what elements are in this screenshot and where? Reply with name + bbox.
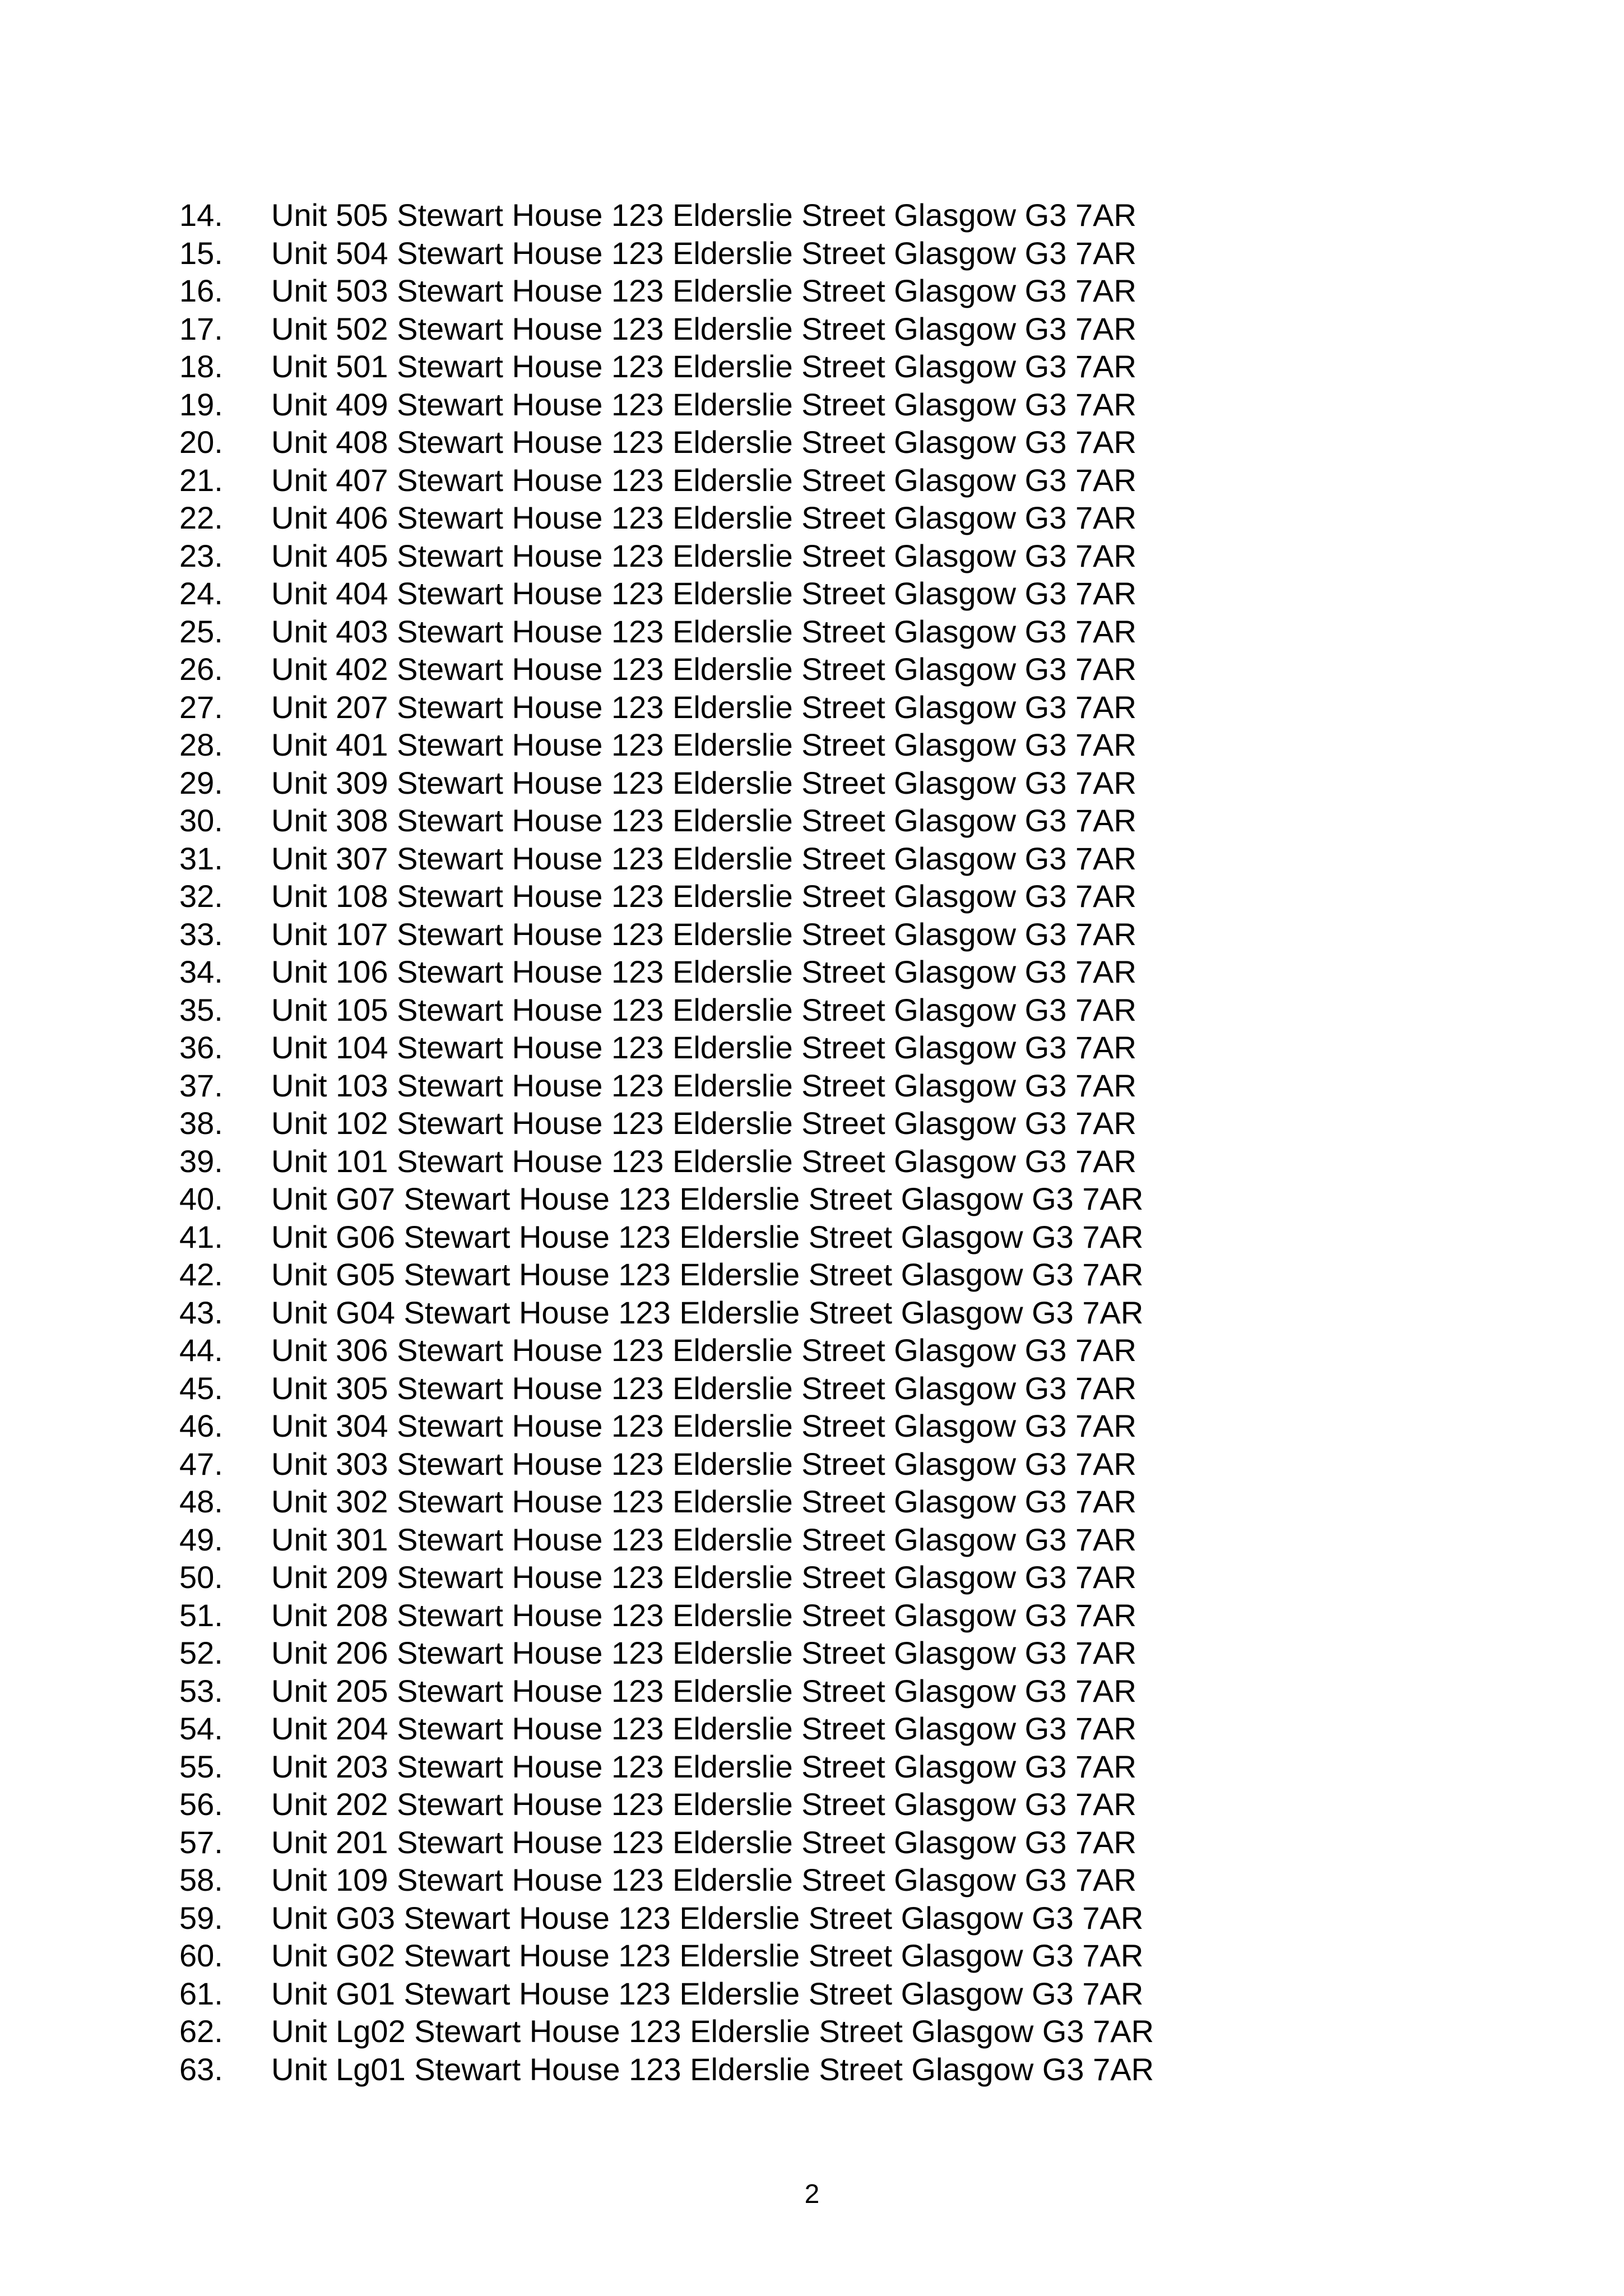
- list-item-number: 43.: [179, 1294, 223, 1330]
- list-item: [179, 802, 1154, 840]
- list-item: [179, 386, 1154, 424]
- list-item-number: 41.: [179, 1219, 223, 1255]
- address-list: [179, 196, 1154, 2088]
- list-item-address: Unit 409 Stewart House 123 Elderslie Street Glasgow G3 7AR: [271, 386, 1136, 422]
- list-item-number: 15.: [179, 235, 223, 271]
- list-item: [179, 1445, 1154, 1483]
- list-item: [179, 1369, 1154, 1408]
- list-item-number: 37.: [179, 1067, 223, 1103]
- list-item: [179, 1634, 1154, 1672]
- list-item-address: Unit 106 Stewart House 123 Elderslie Street Glasgow G3 7AR: [271, 954, 1136, 989]
- list-item-address: Unit 207 Stewart House 123 Elderslie Street Glasgow G3 7AR: [271, 689, 1136, 725]
- list-item: [179, 196, 1154, 234]
- list-item-address: Unit 303 Stewart House 123 Elderslie Street Glasgow G3 7AR: [271, 1446, 1136, 1482]
- list-item-number: 60.: [179, 1938, 223, 1973]
- list-item: [179, 1899, 1154, 1937]
- list-item-address: Unit 209 Stewart House 123 Elderslie Street Glasgow G3 7AR: [271, 1559, 1136, 1595]
- list-item-number: 52.: [179, 1635, 223, 1670]
- list-item-number: 35.: [179, 992, 223, 1027]
- list-item-address: Unit G05 Stewart House 123 Elderslie Street Glasgow G3 7AR: [271, 1257, 1144, 1292]
- list-item: [179, 1256, 1154, 1294]
- list-item-number: 56.: [179, 1786, 223, 1822]
- list-item-address: Unit 206 Stewart House 123 Elderslie Street Glasgow G3 7AR: [271, 1635, 1136, 1670]
- list-item-number: 59.: [179, 1900, 223, 1936]
- list-item-address: Unit G07 Stewart House 123 Elderslie Street Glasgow G3 7AR: [271, 1181, 1144, 1216]
- list-item: [179, 953, 1154, 991]
- list-item-number: 30.: [179, 803, 223, 838]
- list-item: [179, 461, 1154, 499]
- list-item-number: 63.: [179, 2051, 223, 2087]
- list-item-number: 45.: [179, 1370, 223, 1406]
- list-item-number: 20.: [179, 424, 223, 460]
- list-item-number: 44.: [179, 1332, 223, 1368]
- list-item-address: Unit 309 Stewart House 123 Elderslie Street Glasgow G3 7AR: [271, 765, 1136, 800]
- list-item-address: Unit 405 Stewart House 123 Elderslie Street Glasgow G3 7AR: [271, 538, 1136, 573]
- list-item: [179, 991, 1154, 1029]
- list-item: [179, 1672, 1154, 1710]
- list-item: [179, 1823, 1154, 1862]
- list-item-address: Unit Lg02 Stewart House 123 Elderslie Street Glasgow G3 7AR: [271, 2013, 1154, 2049]
- list-item: [179, 650, 1154, 688]
- list-item-number: 39.: [179, 1143, 223, 1179]
- list-item-address: Unit 105 Stewart House 123 Elderslie Street Glasgow G3 7AR: [271, 992, 1136, 1027]
- list-item-address: Unit G02 Stewart House 123 Elderslie Street Glasgow G3 7AR: [271, 1938, 1144, 1973]
- list-item-number: 31.: [179, 840, 223, 876]
- list-item: [179, 499, 1154, 537]
- list-item-address: Unit 308 Stewart House 123 Elderslie Street Glasgow G3 7AR: [271, 803, 1136, 838]
- list-item-address: Unit 104 Stewart House 123 Elderslie Street Glasgow G3 7AR: [271, 1030, 1136, 1065]
- list-item-number: 32.: [179, 878, 223, 914]
- list-item: [179, 1937, 1154, 1975]
- list-item-number: 61.: [179, 1975, 223, 2011]
- list-item-address: Unit 408 Stewart House 123 Elderslie Street Glasgow G3 7AR: [271, 424, 1136, 460]
- list-item-number: 34.: [179, 954, 223, 989]
- list-item-address: Unit 402 Stewart House 123 Elderslie Street Glasgow G3 7AR: [271, 651, 1136, 687]
- list-item-number: 33.: [179, 916, 223, 952]
- list-item-number: 42.: [179, 1257, 223, 1292]
- list-item-address: Unit 305 Stewart House 123 Elderslie Street Glasgow G3 7AR: [271, 1370, 1136, 1406]
- list-item-number: 29.: [179, 765, 223, 800]
- list-item-address: Unit 403 Stewart House 123 Elderslie Street Glasgow G3 7AR: [271, 613, 1136, 649]
- list-item-address: Unit 101 Stewart House 123 Elderslie Street Glasgow G3 7AR: [271, 1143, 1136, 1179]
- list-item-number: 27.: [179, 689, 223, 725]
- list-item: [179, 1483, 1154, 1521]
- list-item: [179, 1861, 1154, 1899]
- list-item-number: 58.: [179, 1862, 223, 1897]
- list-item-number: 50.: [179, 1559, 223, 1595]
- list-item: [179, 1331, 1154, 1369]
- list-item: [179, 1710, 1154, 1748]
- list-item-number: 47.: [179, 1446, 223, 1482]
- list-item-number: 16.: [179, 273, 223, 308]
- list-item: [179, 1596, 1154, 1635]
- list-item-address: Unit 103 Stewart House 123 Elderslie Street Glasgow G3 7AR: [271, 1067, 1136, 1103]
- list-item-number: 55.: [179, 1748, 223, 1784]
- list-item-address: Unit 301 Stewart House 123 Elderslie Street Glasgow G3 7AR: [271, 1521, 1136, 1557]
- list-item-address: Unit 503 Stewart House 123 Elderslie Street Glasgow G3 7AR: [271, 273, 1136, 308]
- list-item: [179, 1748, 1154, 1786]
- list-item-address: Unit G06 Stewart House 123 Elderslie Street Glasgow G3 7AR: [271, 1219, 1144, 1255]
- list-item-address: Unit G04 Stewart House 123 Elderslie Street Glasgow G3 7AR: [271, 1294, 1144, 1330]
- list-item-number: 23.: [179, 538, 223, 573]
- list-item-address: Unit 201 Stewart House 123 Elderslie Street Glasgow G3 7AR: [271, 1824, 1136, 1860]
- list-item: [179, 1558, 1154, 1596]
- list-item-address: Unit 108 Stewart House 123 Elderslie Street Glasgow G3 7AR: [271, 878, 1136, 914]
- list-item: [179, 537, 1154, 575]
- list-item-number: 48.: [179, 1484, 223, 1519]
- list-item: [179, 1218, 1154, 1256]
- list-item-address: Unit 107 Stewart House 123 Elderslie Street Glasgow G3 7AR: [271, 916, 1136, 952]
- list-item-number: 25.: [179, 613, 223, 649]
- list-item-number: 14.: [179, 197, 223, 233]
- list-item: [179, 915, 1154, 953]
- list-item-address: Unit 302 Stewart House 123 Elderslie Street Glasgow G3 7AR: [271, 1484, 1136, 1519]
- list-item: [179, 1785, 1154, 1823]
- list-item-address: Unit 304 Stewart House 123 Elderslie Street Glasgow G3 7AR: [271, 1408, 1136, 1443]
- list-item: [179, 1029, 1154, 1067]
- list-item-address: Unit G03 Stewart House 123 Elderslie Street Glasgow G3 7AR: [271, 1900, 1144, 1936]
- list-item-number: 28.: [179, 727, 223, 762]
- list-item: [179, 575, 1154, 613]
- list-item: [179, 688, 1154, 726]
- list-item: [179, 1294, 1154, 1332]
- list-item-address: Unit 401 Stewart House 123 Elderslie Street Glasgow G3 7AR: [271, 727, 1136, 762]
- list-item-address: Unit 501 Stewart House 123 Elderslie Street Glasgow G3 7AR: [271, 349, 1136, 384]
- page-number: 2: [804, 2179, 820, 2209]
- list-item-number: 38.: [179, 1105, 223, 1141]
- list-item-address: Unit Lg01 Stewart House 123 Elderslie Street Glasgow G3 7AR: [271, 2051, 1154, 2087]
- list-item-address: Unit G01 Stewart House 123 Elderslie Street Glasgow G3 7AR: [271, 1975, 1144, 2011]
- list-item: [179, 1104, 1154, 1142]
- list-item-number: 24.: [179, 576, 223, 611]
- list-item-address: Unit 203 Stewart House 123 Elderslie Street Glasgow G3 7AR: [271, 1748, 1136, 1784]
- list-item-address: Unit 202 Stewart House 123 Elderslie Street Glasgow G3 7AR: [271, 1786, 1136, 1822]
- list-item-address: Unit 407 Stewart House 123 Elderslie Street Glasgow G3 7AR: [271, 462, 1136, 498]
- list-item-number: 51.: [179, 1597, 223, 1633]
- list-item-address: Unit 502 Stewart House 123 Elderslie Street Glasgow G3 7AR: [271, 311, 1136, 346]
- list-item-address: Unit 504 Stewart House 123 Elderslie Street Glasgow G3 7AR: [271, 235, 1136, 271]
- list-item: [179, 613, 1154, 651]
- list-item-number: 17.: [179, 311, 223, 346]
- list-item: [179, 272, 1154, 310]
- list-item-address: Unit 208 Stewart House 123 Elderslie Street Glasgow G3 7AR: [271, 1597, 1136, 1633]
- list-item-number: 57.: [179, 1824, 223, 1860]
- list-item: [179, 877, 1154, 915]
- list-item-number: 36.: [179, 1030, 223, 1065]
- list-item-address: Unit 505 Stewart House 123 Elderslie Street Glasgow G3 7AR: [271, 197, 1136, 233]
- list-item-address: Unit 307 Stewart House 123 Elderslie Street Glasgow G3 7AR: [271, 840, 1136, 876]
- list-item: [179, 1975, 1154, 2013]
- list-item-address: Unit 205 Stewart House 123 Elderslie Street Glasgow G3 7AR: [271, 1673, 1136, 1709]
- list-item-address: Unit 404 Stewart House 123 Elderslie Street Glasgow G3 7AR: [271, 576, 1136, 611]
- list-item: [179, 2012, 1154, 2050]
- list-item-number: 21.: [179, 462, 223, 498]
- list-item: [179, 234, 1154, 272]
- list-item: [179, 1180, 1154, 1218]
- list-item: [179, 726, 1154, 764]
- list-item-number: 18.: [179, 349, 223, 384]
- list-item: [179, 840, 1154, 878]
- list-item: [179, 1067, 1154, 1105]
- list-item-number: 49.: [179, 1521, 223, 1557]
- list-item-number: 19.: [179, 386, 223, 422]
- list-item-number: 53.: [179, 1673, 223, 1709]
- list-item: [179, 1142, 1154, 1181]
- list-item-address: Unit 204 Stewart House 123 Elderslie Street Glasgow G3 7AR: [271, 1711, 1136, 1746]
- list-item-number: 62.: [179, 2013, 223, 2049]
- list-item-number: 40.: [179, 1181, 223, 1216]
- list-item: [179, 423, 1154, 461]
- list-item-address: Unit 102 Stewart House 123 Elderslie Street Glasgow G3 7AR: [271, 1105, 1136, 1141]
- list-item: [179, 1407, 1154, 1445]
- list-item-number: 22.: [179, 500, 223, 535]
- list-item-number: 54.: [179, 1711, 223, 1746]
- list-item-address: Unit 306 Stewart House 123 Elderslie Street Glasgow G3 7AR: [271, 1332, 1136, 1368]
- list-item: [179, 310, 1154, 348]
- list-item: [179, 1521, 1154, 1559]
- list-item-address: Unit 406 Stewart House 123 Elderslie Street Glasgow G3 7AR: [271, 500, 1136, 535]
- list-item: [179, 764, 1154, 802]
- list-item-address: Unit 109 Stewart House 123 Elderslie Street Glasgow G3 7AR: [271, 1862, 1136, 1897]
- list-item: [179, 348, 1154, 386]
- list-item-number: 46.: [179, 1408, 223, 1443]
- list-item-number: 26.: [179, 651, 223, 687]
- list-item: [179, 2050, 1154, 2089]
